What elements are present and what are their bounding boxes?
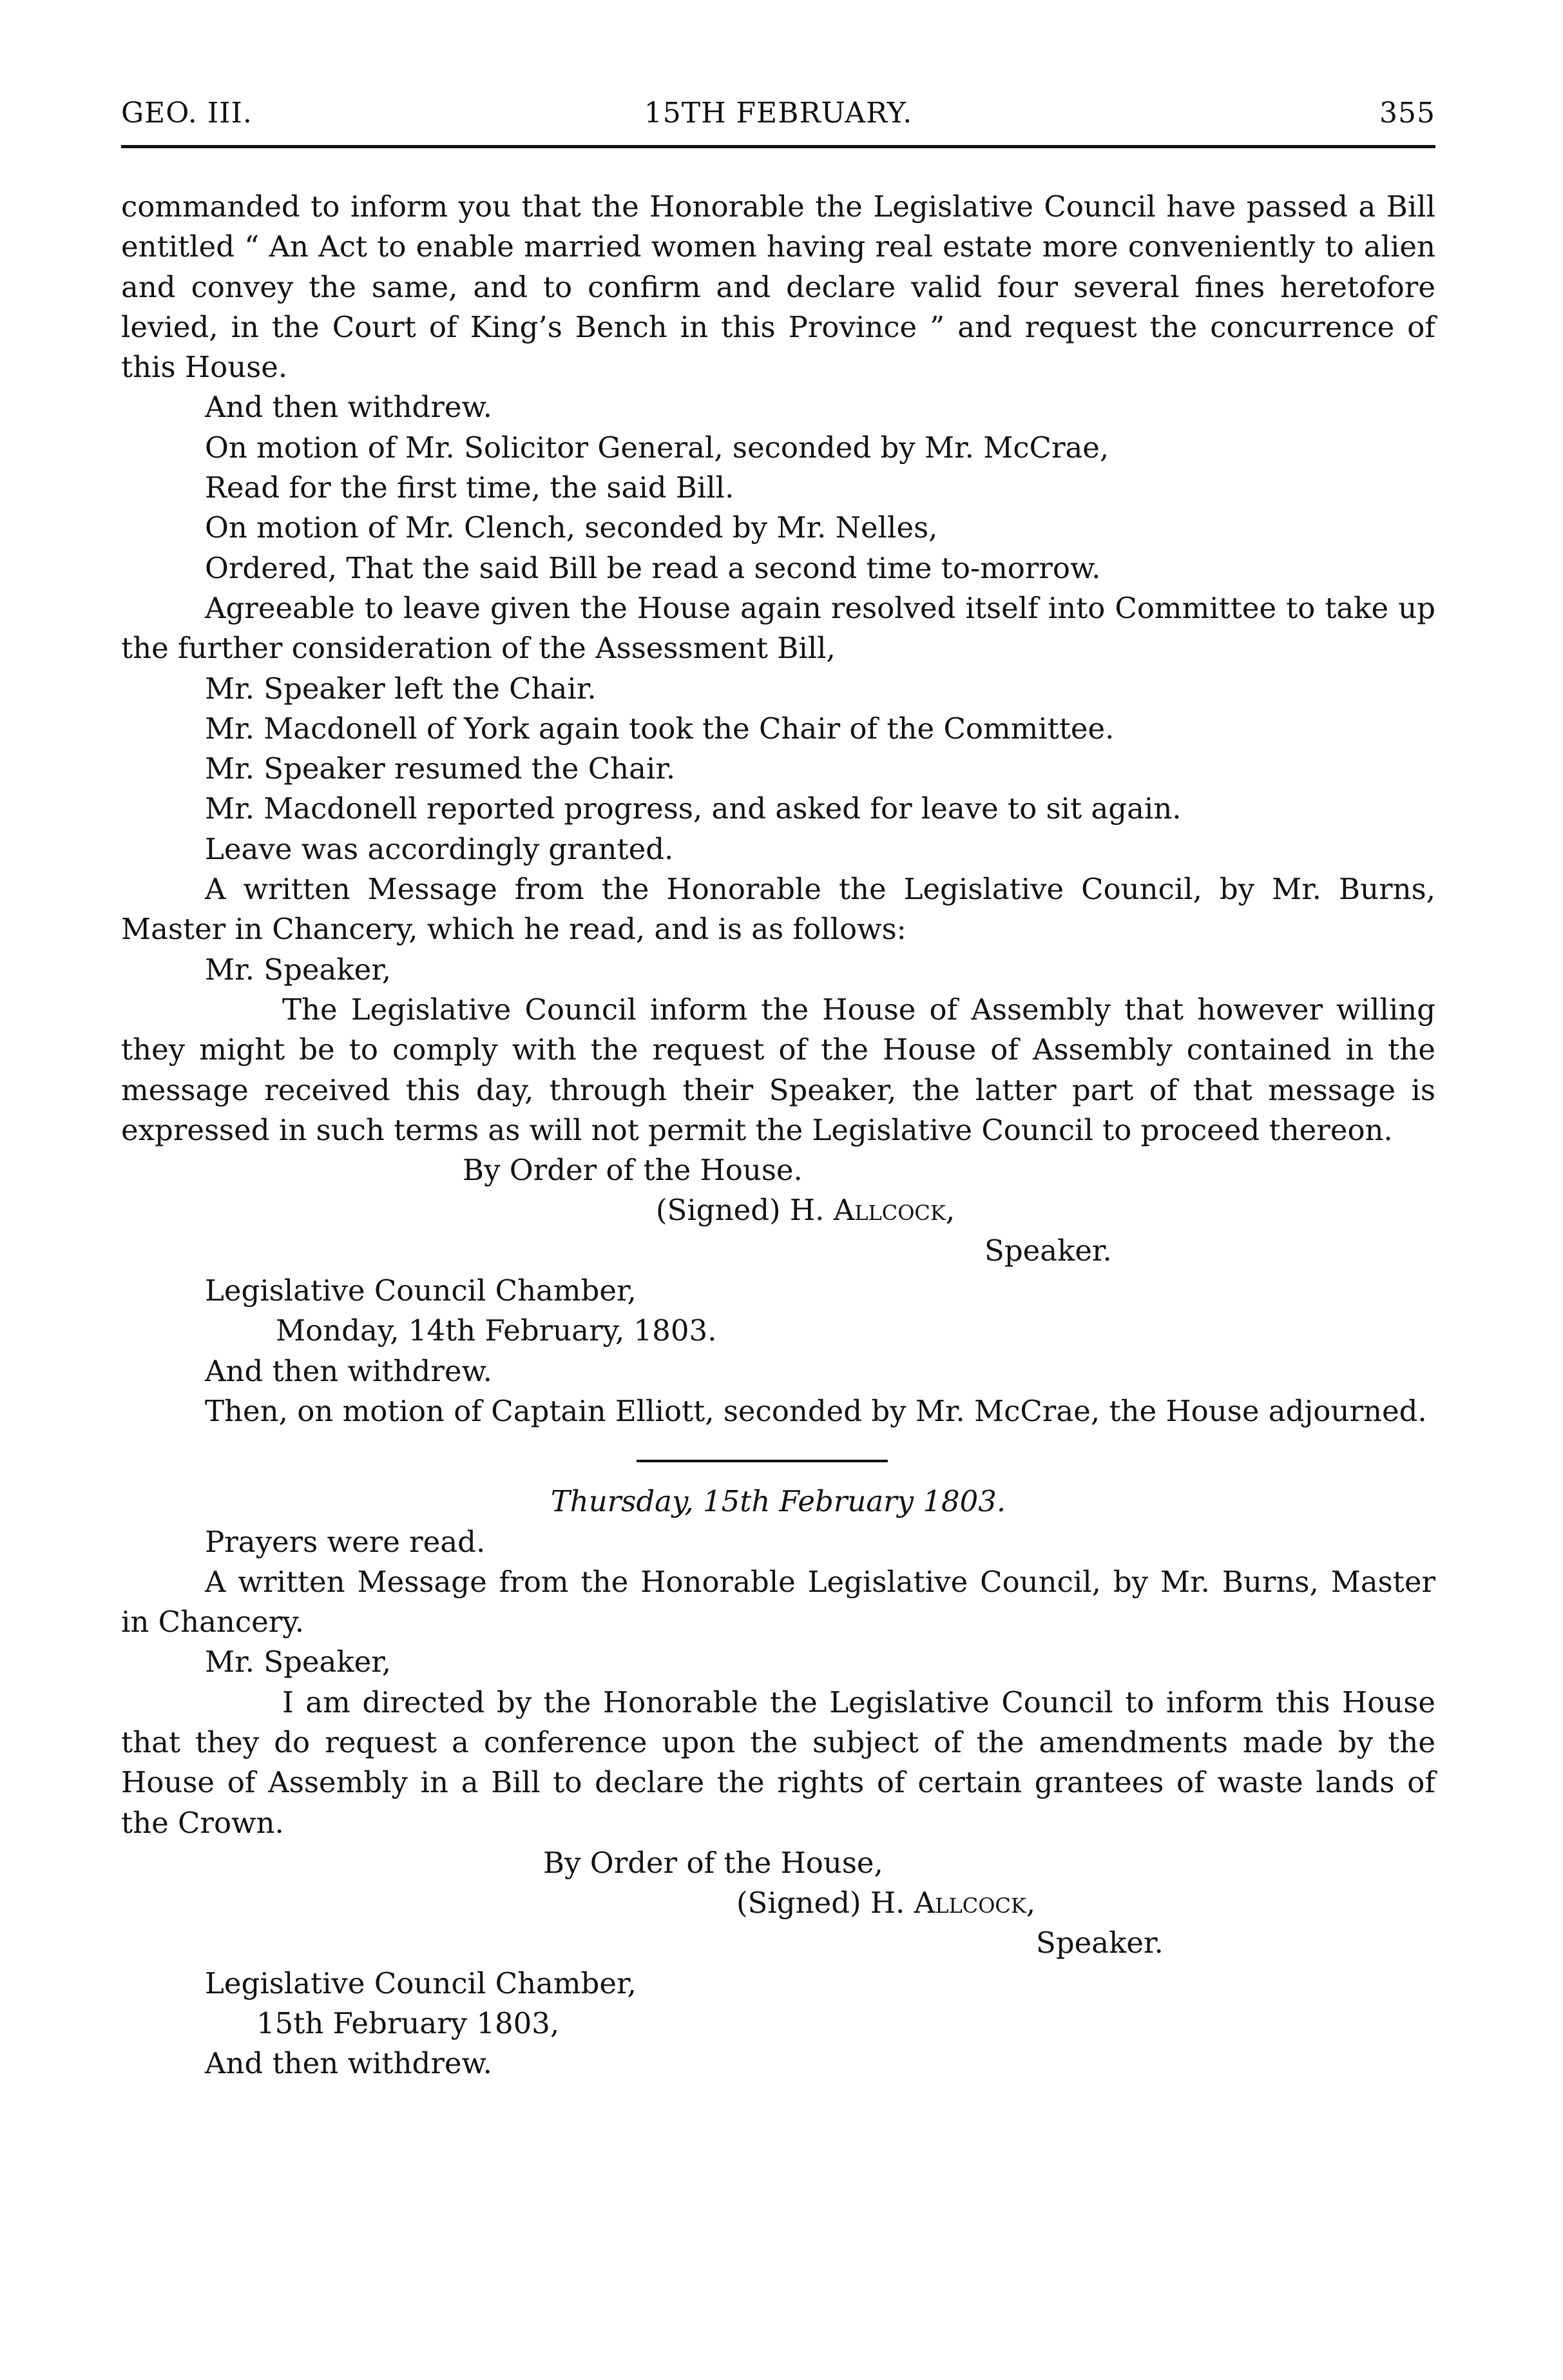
- paragraph-speaker-left: Mr. Speaker left the Chair.: [205, 671, 597, 706]
- header-date: 15TH FEBRUARY.: [644, 97, 913, 130]
- paragraph-first-reading: Read for the first time, the said Bill.: [205, 470, 734, 505]
- council-chamber: Legislative Council Chamber,: [205, 1273, 637, 1308]
- paragraph-adjourned: Then, on motion of Captain Elliott, seconded by Mr. McCrae, the House adjourned.: [205, 1393, 1427, 1428]
- journal-text: [121, 187, 1435, 2084]
- council-chamber-2: Legislative Council Chamber,: [205, 1966, 637, 2000]
- message-date-2: 15th February 1803,: [256, 2006, 560, 2041]
- header-reign: GEO. III.: [121, 97, 253, 130]
- signed-prefix-2: (Signed) H.: [736, 1886, 914, 1920]
- paragraph-ordered: Ordered, That the said Bill be read a second time to-morrow.: [205, 550, 1101, 585]
- paragraph-leave-granted: Leave was accordingly granted.: [205, 831, 674, 866]
- paragraph-written-message-2: A written Message from the Honorable Legislative Council, by Mr. Burns, Master in Chancery.: [121, 1564, 1435, 1640]
- paragraph-motion-clench: On motion of Mr. Clench, seconded by Mr. Nelles,: [205, 510, 938, 545]
- day-heading: Thursday, 15th February 1803.: [550, 1484, 1006, 1519]
- signature-2: [121, 1883, 1435, 1923]
- message-salutation: Mr. Speaker,: [205, 952, 392, 987]
- signature: [121, 1190, 1435, 1230]
- paragraph-withdrew-3: And then withdrew.: [205, 2046, 492, 2081]
- signer-title-2: Speaker.: [1036, 1926, 1164, 1960]
- section-divider: [637, 1460, 888, 1462]
- message-body: The Legislative Council inform the House of Assembly that however willing they might be to comply with the request of the House of Assembly contained in the message received this day, through their Speaker, the latter part of that message is expressed in such terms as will not permit the Legislative Council to proceed thereon.: [121, 992, 1435, 1147]
- paragraph-written-message: A written Message from the Honorable the Legislative Council, by Mr. Burns, Master in Chancery, which he read, and is as follows:: [121, 872, 1435, 947]
- paragraph-committee: Agreeable to leave given the House again resolved itself into Committee to take up the further consideration of the Assessment Bill,: [121, 590, 1435, 666]
- message-date: Monday, 14th February, 1803.: [276, 1313, 717, 1348]
- message-salutation-2: Mr. Speaker,: [205, 1645, 392, 1679]
- paragraph-macdonell-chair: Mr. Macdonell of York again took the Chair of the Committee.: [205, 711, 1115, 746]
- page-number: 355: [1379, 97, 1435, 130]
- signer-title: Speaker.: [984, 1233, 1112, 1268]
- by-order: By Order of the House.: [463, 1153, 803, 1188]
- paragraph-withdrew: And then withdrew.: [205, 390, 492, 425]
- paragraph-motion-solicitor: On motion of Mr. Solicitor General, seconded by Mr. McCrae,: [205, 430, 1109, 465]
- signer-name: Allcock,: [833, 1193, 955, 1228]
- running-header: [121, 97, 1435, 143]
- message-body-2: I am directed by the Honorable the Legislative Council to inform this House that they do request a conference upon the subject of the amendments made by the House of Assembly in a Bill to declare the rights of certain grantees of waste lands of the Crown.: [121, 1685, 1435, 1840]
- paragraph-withdrew-2: And then withdrew.: [205, 1353, 492, 1388]
- signer-name-2: Allcock,: [914, 1886, 1036, 1920]
- by-order-2: By Order of the House,: [543, 1845, 883, 1880]
- paragraph-speaker-resumed: Mr. Speaker resumed the Chair.: [205, 751, 676, 786]
- signed-prefix: (Signed) H.: [656, 1193, 834, 1228]
- paragraph-prayers: Prayers were read.: [205, 1524, 486, 1559]
- header-rule: [121, 145, 1435, 148]
- paragraph-progress: Mr. Macdonell reported progress, and asked for leave to sit again.: [205, 791, 1182, 826]
- paragraph-bill-message: commanded to inform you that the Honorable the Legislative Council have passed a Bill entitled “ An Act to enable married women having real estate more conveniently to alien and convey the same, and to confirm and declare valid four several fines heretofore levied, in the Court of King’s Bench in this Province ” and request the concurrence of this House.: [121, 189, 1435, 385]
